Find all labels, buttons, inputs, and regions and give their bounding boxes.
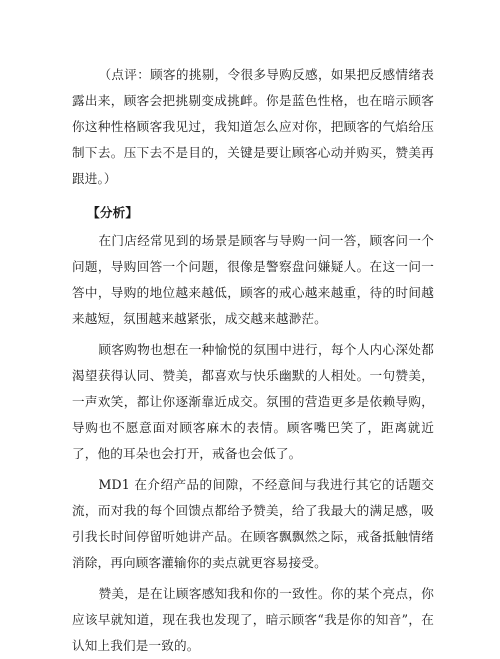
comment-paragraph: （点评：顾客的挑剔，令很多导购反感，如果把反感情绪表露出来，顾客会把挑剔变成挑衅。你是蓝色性格，也在暗示顾客你这种性格顾客我见过，我知道怎么应对你，把顾客的气焰给压制下去。压下去不是目的，关键是要让顾客心动并购买，赞美再跟进。） (72, 67, 434, 186)
body-paragraph-3: MD1 在介绍产品的间隙，不经意间与我进行其它的话题交流，而对我的每个回馈点都给予赞美，给了我最大的满足感，吸引我长时间停留听她讲产品。在顾客飘飘然之际，戒备抵触情绪消除，再向顾客灌输你的卖点就更容易接受。 (72, 477, 434, 570)
section-heading: 【分析】 (87, 205, 139, 220)
body-paragraph-4: 赞美，是在让顾客感知我和你的一致性。你的某个亮点，你应该早就知道，现在我也发现了，暗示顾客“我是你的知音”，在认知上我们是一致的。 (72, 586, 434, 653)
body-paragraph-2: 顾客购物也想在一种愉悦的氛围中进行，每个人内心深处都渴望获得认同、赞美，都喜欢与快乐幽默的人相处。一句赞美，一声欢笑，都让你逐渐靠近成交。氛围的营造更多是依赖导购，导购也不愿意面对顾客麻木的表情。顾客嘴巴笑了，距离就近了，他的耳朵也会打开，戒备也会低了。 (72, 342, 434, 461)
body-paragraph-1: 在门店经常见到的场景是顾客与导购一问一答，顾客问一个问题，导购回答一个问题，很像是警察盘问嫌疑人。在这一问一答中，导购的地位越来越低，顾客的戒心越来越重，待的时间越来越短，氛围越来越紧张，成交越来越渺茫。 (72, 233, 434, 326)
